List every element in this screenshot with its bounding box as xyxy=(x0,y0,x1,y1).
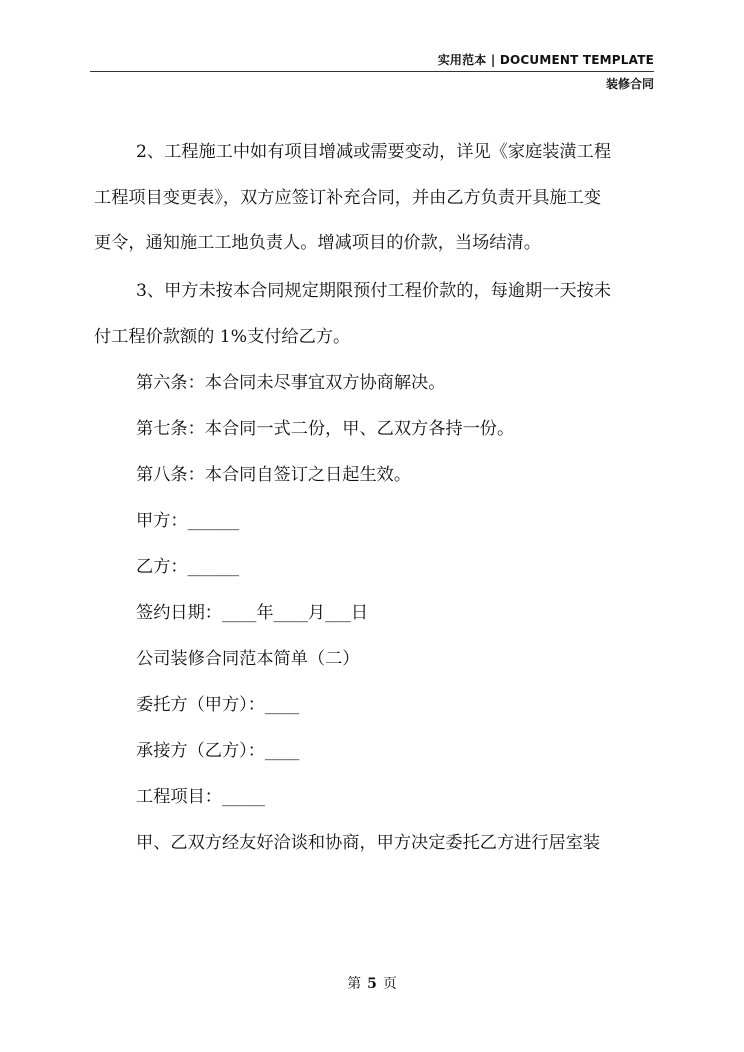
header-divider xyxy=(90,71,654,72)
clause-six xyxy=(94,371,654,395)
clause-seven xyxy=(94,417,654,441)
paragraph-line: 第八条：本合同自签订之日起生效。 xyxy=(136,465,412,485)
paragraph-late-payment xyxy=(94,279,654,349)
agreement-intro xyxy=(94,831,654,855)
paragraph-line: 3、甲方未按本合同规定期限预付工程价款的，每逾期一天按未 xyxy=(136,281,612,301)
client-line xyxy=(94,693,654,717)
paragraph-line: 2、工程施工中如有项目增减或需要变动，详见《家庭装潢工程 xyxy=(136,142,612,162)
party-b-signature-line xyxy=(94,555,654,579)
page-number: 5 xyxy=(367,976,377,992)
paragraph-line: 第六条：本合同未尽事宜双方协商解决。 xyxy=(136,373,446,393)
document-body xyxy=(94,140,654,855)
section-title xyxy=(94,647,654,671)
header-subtitle: 装修合同 xyxy=(605,77,654,91)
page-number-prefix: 第 xyxy=(347,976,362,992)
paragraph-line: 甲、乙双方经友好洽谈和协商，甲方决定委托乙方进行居室装 xyxy=(136,833,601,853)
header-title: 实用范本 | DOCUMENT TEMPLATE xyxy=(437,53,654,67)
contractor-line xyxy=(94,739,654,763)
paragraph-line: 付工程价款额的 1%支付给乙方。 xyxy=(94,327,351,347)
paragraph-line: 签约日期：____年____月___日 xyxy=(136,603,369,623)
paragraph-line: 公司装修合同范本简单（二） xyxy=(136,649,360,669)
paragraph-line: 承接方（乙方）：____ xyxy=(136,741,300,761)
page-header xyxy=(90,52,654,92)
paragraph-line: 工程项目：_____ xyxy=(136,787,265,807)
signing-date-line xyxy=(94,601,654,625)
clause-eight xyxy=(94,463,654,487)
paragraph-line: 第七条：本合同一式二份，甲、乙双方各持一份。 xyxy=(136,419,515,439)
page-number-suffix: 页 xyxy=(382,976,397,992)
page-footer xyxy=(0,975,744,993)
paragraph-change-order xyxy=(94,140,654,255)
paragraph-line: 更令，通知施工工地负责人。增减项目的价款，当场结清。 xyxy=(94,233,541,253)
paragraph-line: 甲方：______ xyxy=(136,511,240,531)
project-line xyxy=(94,785,654,809)
paragraph-line: 工程项目变更表》，双方应签订补充合同，并由乙方负责开具施工变 xyxy=(94,188,602,208)
paragraph-line: 委托方（甲方）：____ xyxy=(136,695,300,715)
paragraph-line: 乙方：______ xyxy=(136,557,240,577)
party-a-signature-line xyxy=(94,509,654,533)
